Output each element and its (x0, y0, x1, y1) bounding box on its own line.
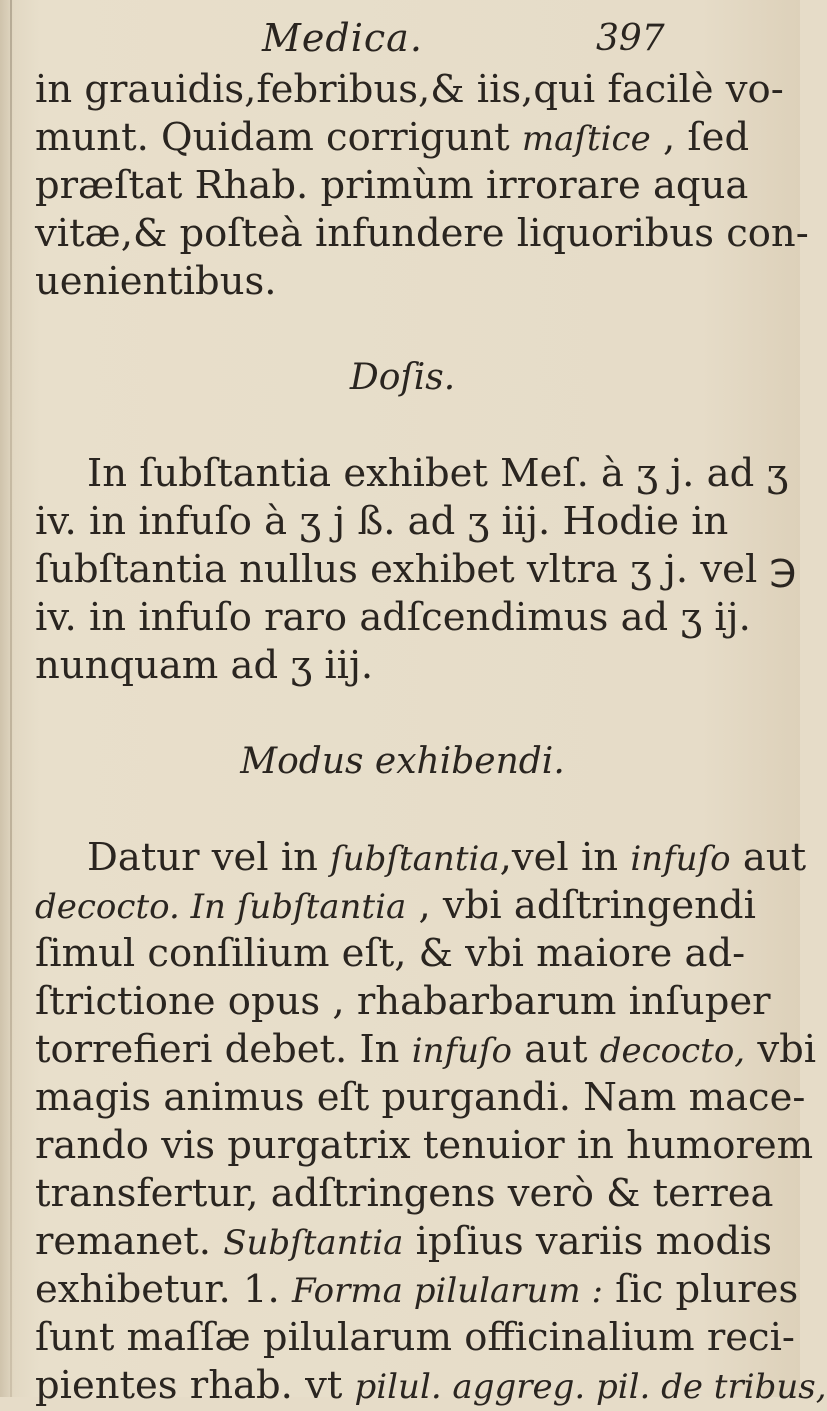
page-number: 397 (596, 18, 665, 59)
text-run: vbi (745, 1027, 817, 1072)
text-run: , vbi adſtringendi (406, 883, 756, 928)
spacer (35, 306, 770, 354)
text-line: in grauidis,febribus,& iis,qui facilè vo- (35, 67, 784, 112)
body-text (35, 66, 827, 1410)
spacer (35, 786, 770, 834)
text-run: aut (730, 835, 807, 880)
spacer (35, 690, 770, 738)
text-run: Datur vel in (87, 835, 331, 880)
italic-term: infuſo (411, 1031, 513, 1071)
section-heading-modus: Modus exhibendi. (240, 741, 565, 782)
text-line: In ſubſtantia exhibet Meſ. à ʒ j. ad ʒ (87, 451, 789, 496)
italic-term: pilul. aggreg. pil. de tribus, (354, 1367, 827, 1407)
text-run: ſic plures (602, 1267, 799, 1312)
italic-term: Forma pilularum : (291, 1271, 603, 1311)
text-line: nunquam ad ʒ iij. (35, 643, 374, 688)
running-title: Medica. (262, 16, 423, 60)
text-run: ,vel in (499, 835, 631, 880)
text-line: ſunt maſſæ pilularum officinalium reci- (35, 1315, 795, 1360)
text-line: vitæ,& poſteà infundere liquoribus con- (35, 211, 809, 256)
text-run: munt. Quidam corrigunt (35, 115, 510, 160)
italic-term: decocto. (35, 887, 180, 927)
text-line: ſubſtantia nullus exhibet vltra ʒ j. vel ℈ (35, 547, 797, 592)
text-line (35, 834, 807, 882)
text-line: magis animus eſt purgandi. Nam mace- (35, 1075, 806, 1120)
text-run: , ſed (662, 115, 750, 160)
italic-term: In ſubſtantia (179, 887, 407, 927)
page-gutter (10, 0, 12, 1397)
text-line: rando vis purgatrix tenuior in humorem (35, 1123, 814, 1168)
text-line: transfertur, adſtringens verò & terrea (35, 1171, 774, 1216)
text-run: pientes rhab. vt (35, 1363, 355, 1408)
section-heading-dosis: Doſis. (349, 357, 456, 398)
spacer (35, 402, 770, 450)
text-run: remanet. (35, 1219, 224, 1264)
text-run: torrefieri debet. In (35, 1027, 412, 1072)
text-line: uenientibus. (35, 259, 277, 304)
italic-term: infuſo (630, 839, 731, 879)
page-header (0, 12, 800, 62)
text-line: iv. in infuſo raro adſcendimus ad ʒ ij. (35, 595, 751, 640)
text-line: præſtat Rhab. primùm irrorare aqua (35, 163, 749, 208)
text-line (35, 1218, 773, 1266)
text-run: ipſius variis modis (403, 1219, 773, 1264)
text-line: ſimul conſilium eſt, & vbi maiore ad- (35, 931, 746, 976)
text-line (35, 882, 770, 930)
italic-term: maſtice (521, 119, 651, 159)
text-line (35, 114, 770, 162)
text-line (35, 1026, 817, 1074)
text-run: exhibetur. 1. (35, 1267, 292, 1312)
italic-term: decocto, (599, 1031, 746, 1071)
italic-term: ſubſtantia (330, 839, 500, 879)
text-line: ſtrictione opus , rhabarbarum inſuper (35, 979, 771, 1024)
text-line: iv. in infuſo à ʒ j ß. ad ʒ iij. Hodie in (35, 499, 729, 544)
text-line (35, 1266, 799, 1314)
italic-term: Subſtantia (223, 1223, 404, 1263)
text-run: aut (512, 1027, 600, 1072)
text-line (35, 1362, 827, 1410)
